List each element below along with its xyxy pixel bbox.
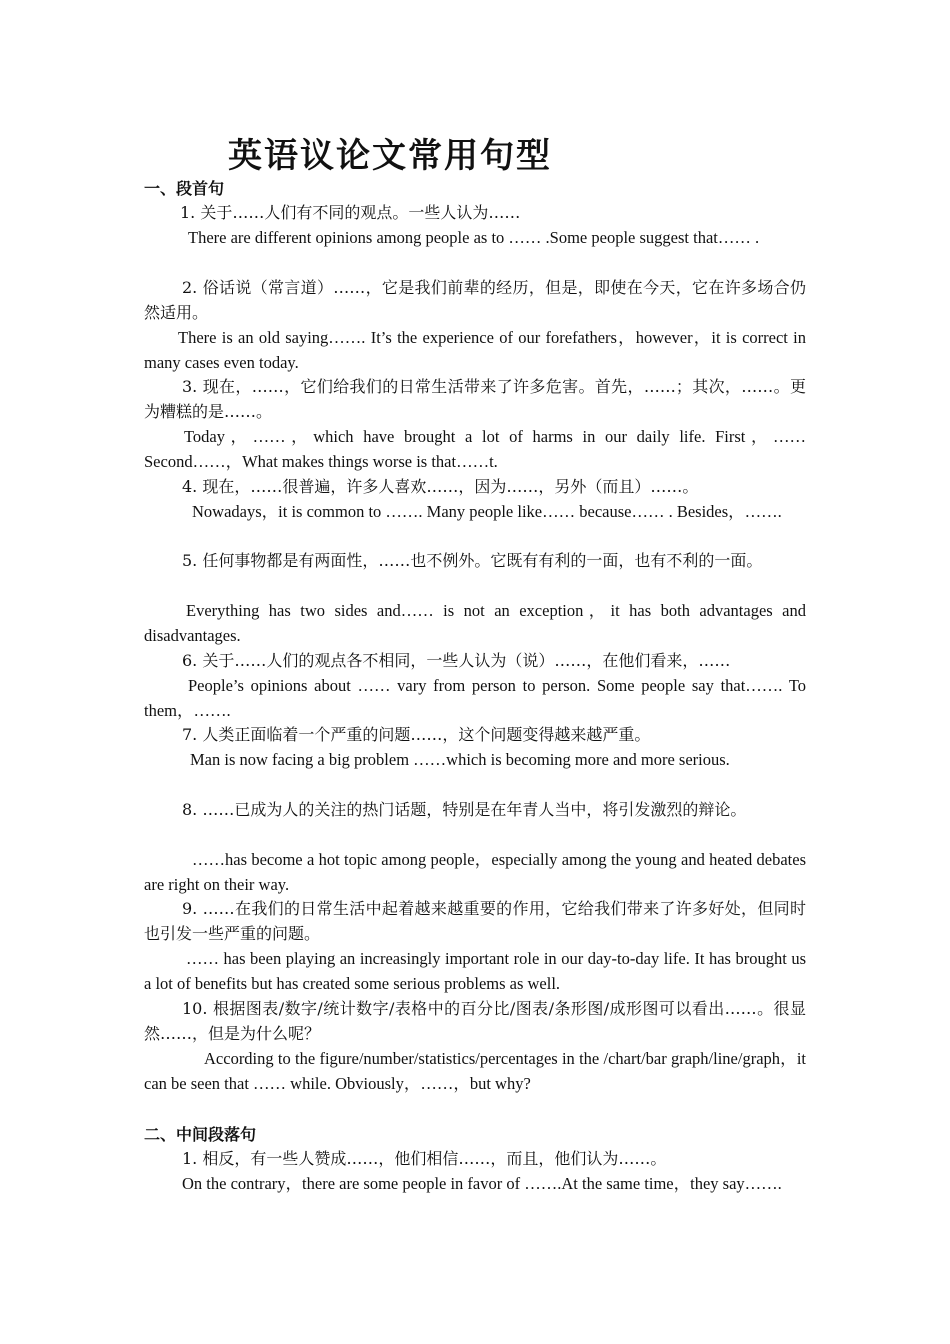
sentence-cn-7: 7. 人类正面临着一个严重的问题……，这个问题变得越来越严重。 bbox=[182, 725, 651, 744]
sentence-en-8: ……has become a hot topic among people，especially among the young and heated debates are right on their way. bbox=[144, 850, 806, 894]
sentence-en-middle-1: On the contrary，there are some people in favor of …….At the same time，they say……. bbox=[182, 1174, 782, 1193]
sentence-en-4: Nowadays，it is common to ……. Many people like…… because…… . Besides，……. bbox=[192, 502, 782, 521]
sentence-en-6: People’s opinions about …… vary from person to person. Some people say that……. To them，……. bbox=[144, 676, 806, 720]
section-heading-opening: 一、段首句 bbox=[144, 179, 225, 198]
document-title: 英语议论文常用句型 bbox=[228, 136, 552, 176]
sentence-cn-6: 6. 关于……人们的观点各不相同，一些人认为（说）……，在他们看来，…… bbox=[182, 651, 731, 670]
sentence-cn-4: 4. 现在，……很普遍，许多人喜欢……，因为……，另外（而且）……。 bbox=[182, 477, 699, 496]
sentence-en-7: Man is now facing a big problem ……which is becoming more and more serious. bbox=[190, 750, 730, 769]
sentence-cn-2: 2. 俗话说（常言道）……，它是我们前辈的经历，但是，即使在今天，它在许多场合仍然适用。 bbox=[144, 278, 806, 322]
sentence-cn-9: 9. ……在我们的日常生活中起着越来越重要的作用，它给我们带来了许多好处，但同时也引发一些严重的问题。 bbox=[144, 899, 806, 943]
sentence-en-10: According to the figure/number/statistics/percentages in the /chart/bar graph/line/graph，it can be seen that …… while. Obviously，……，but why? bbox=[144, 1049, 806, 1093]
sentence-cn-1: 1. 关于……人们有不同的观点。一些人认为…… bbox=[180, 203, 521, 222]
sentence-cn-middle-1: 1. 相反，有一些人赞成……，他们相信……，而且，他们认为……。 bbox=[182, 1149, 667, 1168]
sentence-cn-3: 3. 现在，……，它们给我们的日常生活带来了许多危害。首先，……；其次，……。更为糟糕的是……。 bbox=[144, 377, 806, 421]
sentence-en-5: Everything has two sides and…… is not an exception，it has both advantages and disadvantages. bbox=[144, 601, 806, 645]
sentence-en-2: There is an old saying……. It’s the experience of our forefathers，however，it is correct in many cases even today. bbox=[144, 328, 806, 372]
sentence-cn-10: 10. 根据图表/数字/统计数字/表格中的百分比/图表/条形图/成形图可以看出……。很显然……，但是为什么呢？ bbox=[144, 999, 806, 1043]
sentence-en-3: Today，……，which have brought a lot of harms in our daily life. First，…… Second……，What makes things worse is that……t. bbox=[144, 427, 806, 471]
sentence-cn-8: 8. ……已成为人的关注的热门话题，特别是在年青人当中，将引发激烈的辩论。 bbox=[182, 800, 747, 819]
sentence-cn-5: 5. 任何事物都是有两面性，……也不例外。它既有有利的一面，也有不利的一面。 bbox=[182, 551, 763, 570]
sentence-en-1: There are different opinions among people as to …… .Some people suggest that…… . bbox=[188, 228, 760, 247]
sentence-en-9: …… has been playing an increasingly important role in our day-to-day life. It has brought us a lot of benefits but has created some serious problems as well. bbox=[144, 949, 806, 993]
section-heading-middle: 二、中间段落句 bbox=[144, 1125, 257, 1144]
